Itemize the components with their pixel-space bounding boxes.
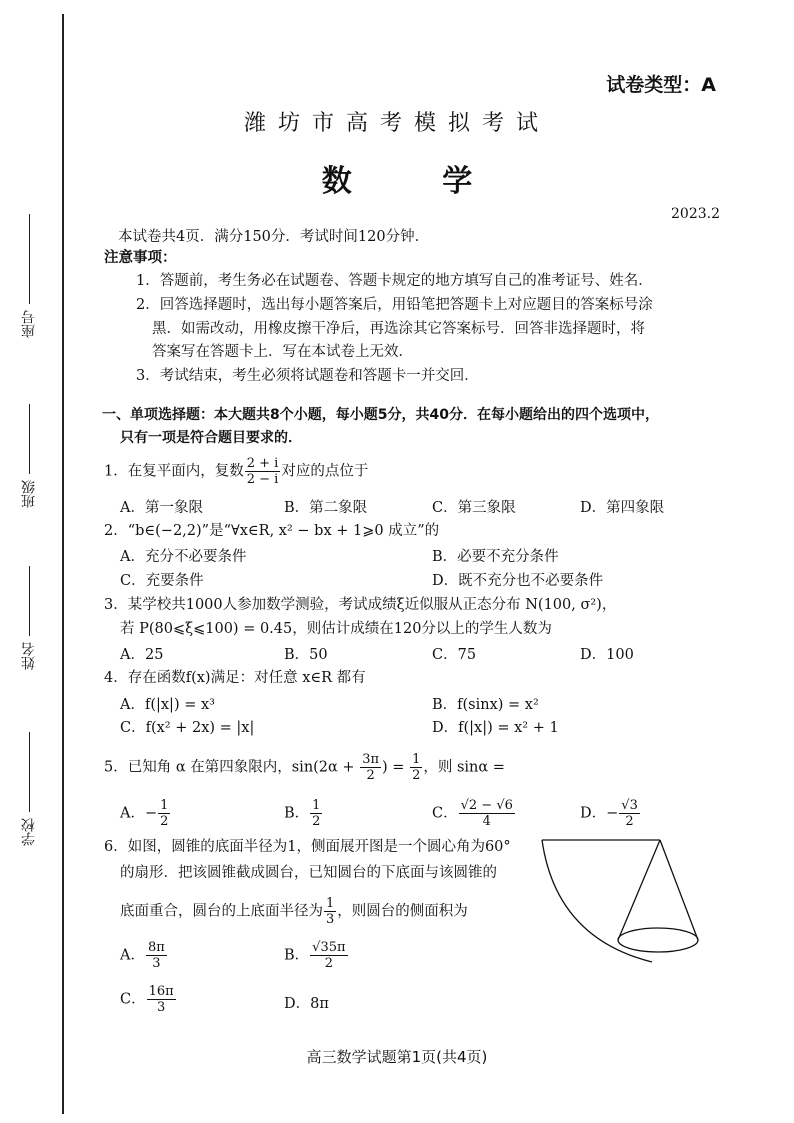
- q1-frac-den: 2 − i: [246, 472, 279, 487]
- q6-line3-post: ，则圆台的侧面积为: [337, 903, 468, 920]
- q5-c-label: C．: [432, 805, 458, 822]
- exam-title: 潍坊市高考模拟考试: [243, 111, 550, 136]
- q3-option-d: D．100: [580, 647, 634, 663]
- q5-fraction-2: [410, 752, 422, 783]
- q5-stem-mid: ) =: [382, 759, 410, 776]
- note-item: 黑．如需改动，用橡皮擦干净后，再选涂其它答案标号．回答非选择题时，将: [152, 321, 645, 337]
- q5-d-label: D．−: [580, 805, 619, 822]
- class-label: 班级: [21, 480, 37, 508]
- q1-option-d: D．第四象限: [580, 500, 665, 516]
- q6-option-b: [284, 940, 349, 971]
- q5-d-num: √3: [621, 798, 638, 813]
- question-6-line1: 6．如图，圆锥的底面半径为1，侧面展开图是一个圆心角为60°: [104, 839, 511, 855]
- q4-option-c: C．f(x² + 2x) = |x|: [120, 720, 255, 736]
- cone-right-edge: [660, 840, 698, 940]
- cone-left-edge: [618, 840, 660, 940]
- q2-option-a: A．充分不必要条件: [120, 549, 247, 565]
- q6-d-label: D．8π: [284, 996, 329, 1012]
- school-field: [14, 728, 44, 846]
- question-2: 2．“b∈(−2,2)”是“∀x∈R, x² − bx + 1⩾0 成立”的: [104, 523, 440, 539]
- notes-title: 注意事项：: [104, 250, 177, 266]
- sector-arc: [542, 840, 652, 962]
- q1-option-c: C．第三象限: [432, 500, 516, 516]
- q1-stem-post: 对应的点位于: [281, 463, 369, 480]
- exam-date: 2023.2: [671, 206, 720, 222]
- q6-a-num: 8π: [147, 940, 165, 955]
- q5-b-den: 2: [312, 814, 321, 829]
- q3-option-c: C．75: [432, 647, 477, 663]
- q2-option-c: C．充要条件: [120, 573, 204, 589]
- seat-field: [14, 210, 44, 338]
- class-field: [14, 400, 44, 508]
- q1-frac-num: 2 + i: [246, 456, 279, 471]
- name-field: [14, 562, 44, 670]
- q6-b-fraction: [310, 940, 347, 971]
- q1-stem-pre: 1．在复平面内，复数: [104, 463, 244, 480]
- question-3-line1: 3．某学校共1000人参加数学测验，考试成绩ξ近似服从正态分布 N(100, σ²)，: [104, 597, 617, 613]
- question-1: [104, 456, 368, 487]
- q5-a-den: 2: [160, 814, 169, 829]
- section-heading: 一、单项选择题：本大题共8个小题，每小题5分，共40分．在每小题给出的四个选项中，: [102, 407, 659, 423]
- q5-frac2-den: 2: [412, 768, 421, 783]
- page-footer: 高三数学试题第1页(共4页): [306, 1048, 488, 1066]
- note-item: 答案写在答题卡上．写在本试卷上无效．: [152, 344, 413, 360]
- q5-stem-post: ，则 sinα =: [423, 759, 505, 776]
- question-6-line3: [120, 896, 468, 927]
- subject-title: 数 学: [321, 164, 513, 199]
- school-label: 学校: [21, 818, 37, 846]
- q2-option-b: B．必要不充分条件: [432, 549, 559, 565]
- q6-option-a: [120, 940, 168, 971]
- q6-c-num: 16π: [148, 984, 174, 999]
- q5-c-den: 4: [482, 814, 491, 829]
- q6-fraction: [324, 896, 336, 927]
- q5-option-b: [284, 798, 323, 829]
- q6-c-den: 3: [157, 1000, 166, 1015]
- q3-option-b: B．50: [284, 647, 328, 663]
- cone-base: [618, 928, 698, 952]
- q5-fraction-1: [360, 752, 381, 783]
- q5-frac1-den: 2: [366, 768, 375, 783]
- q1-option-b: B．第二象限: [284, 500, 368, 516]
- q5-c-fraction: [459, 798, 515, 829]
- intro-text: 本试卷共4页．满分150分．考试时间120分钟．: [118, 229, 430, 245]
- name-label: 姓名: [21, 642, 37, 670]
- q6-a-fraction: [146, 940, 167, 971]
- q5-a-label: A．−: [120, 805, 158, 822]
- question-3-line2: 若 P(80⩽ξ⩽100) = 0.45，则估计成绩在120分以上的学生人数为: [120, 621, 552, 637]
- q5-a-fraction: [158, 798, 170, 829]
- q6-c-fraction: [147, 984, 176, 1015]
- q5-b-fraction: [310, 798, 322, 829]
- q6-b-num: √35π: [312, 940, 346, 955]
- q5-c-num: √2 − √6: [460, 798, 513, 813]
- q5-frac2-num: 1: [412, 752, 421, 767]
- q6-b-label: B．: [284, 947, 310, 964]
- q5-b-label: B．: [284, 805, 310, 822]
- q6-line3-pre: 底面重合，圆台的上底面半径为: [120, 903, 323, 920]
- q4-option-a: A．f(|x|) = x³: [120, 697, 215, 713]
- q5-option-c: [432, 798, 516, 829]
- q1-fraction: [245, 456, 281, 487]
- q5-stem-pre: 5．已知角 α 在第四象限内，sin(2α +: [104, 759, 360, 776]
- note-item: 3．考试结束，考生必须将试题卷和答题卡一并交回．: [136, 368, 479, 384]
- q6-frac-num: 1: [326, 896, 335, 911]
- q3-option-a: A．25: [120, 647, 164, 663]
- q6-frac-den: 3: [326, 912, 335, 927]
- q6-c-label: C．: [120, 991, 146, 1008]
- q5-a-num: 1: [160, 798, 169, 813]
- seat-label: 座号: [21, 310, 37, 338]
- note-item: 2．回答选择题时，选出每小题答案后，用铅笔把答题卡上对应题目的答案标号涂: [136, 297, 653, 313]
- q6-option-c: [120, 984, 177, 1015]
- q6-b-den: 2: [324, 956, 333, 971]
- question-6-line2: 的扇形．把该圆锥截成圆台，已知圆台的下底面与该圆锥的: [120, 865, 497, 881]
- section-heading-cont: 只有一项是符合题目要求的．: [120, 430, 302, 446]
- cone-sector-figure: [520, 820, 720, 980]
- question-4: 4．存在函数f(x)满足：对任意 x∈R 都有: [104, 670, 366, 686]
- q6-option-d: [284, 992, 329, 1013]
- q5-d-den: 2: [625, 814, 634, 829]
- note-item: 1．答题前，考生务必在试题卷、答题卡规定的地方填写自己的准考证号、姓名．: [136, 273, 653, 289]
- q5-b-num: 1: [312, 798, 321, 813]
- q6-a-label: A．: [120, 947, 145, 964]
- question-5: [104, 752, 505, 783]
- q4-option-b: B．f(sinx) = x²: [432, 697, 539, 713]
- q6-a-den: 3: [152, 956, 161, 971]
- q5-option-a: [120, 798, 171, 829]
- q2-option-d: D．既不充分也不必要条件: [432, 573, 604, 589]
- q1-option-a: A．第一象限: [120, 500, 203, 516]
- q5-frac1-num: 3π: [362, 752, 380, 767]
- exam-type: 试卷类型：A: [606, 74, 716, 96]
- q4-option-d: D．f(|x|) = x² + 1: [432, 720, 559, 736]
